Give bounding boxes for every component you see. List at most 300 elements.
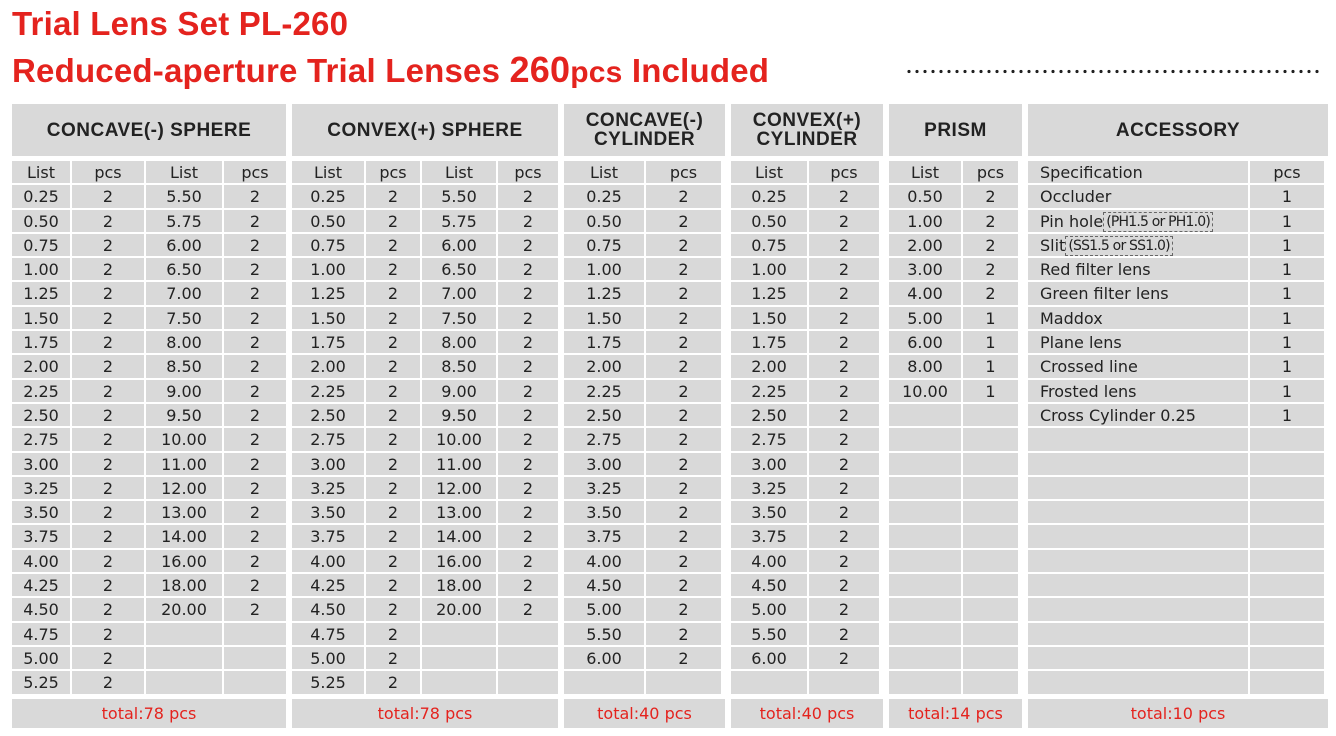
table-cell [12, 404, 70, 426]
table-cell [809, 331, 879, 353]
cell-value: 2 [249, 235, 261, 255]
table-cell [12, 234, 70, 256]
table-cell [224, 647, 286, 669]
table-cell [646, 574, 721, 596]
table-cell [963, 210, 1018, 232]
table-cell [731, 258, 807, 280]
cell-value: 3.75 [310, 527, 346, 547]
table-cell [224, 550, 286, 572]
cell-value: 2 [522, 211, 534, 231]
cell-value: 2 [102, 357, 114, 377]
table-cell [422, 185, 496, 207]
cell-value: 5.00 [310, 648, 346, 668]
cell-value: 2 [387, 235, 399, 255]
table-cell [1250, 258, 1324, 280]
cell-value: 1.25 [23, 284, 59, 304]
cell-value: 2.25 [751, 381, 787, 401]
cell-value: 6.00 [586, 648, 622, 668]
cell-value: 2.00 [751, 357, 787, 377]
table-cell [12, 331, 70, 353]
table-cell [72, 501, 144, 523]
cell-value: 2 [102, 333, 114, 353]
cell-value: 2 [387, 648, 399, 668]
table-cell [1250, 210, 1324, 232]
table-cell [366, 477, 420, 499]
cell-value: 7.50 [441, 308, 477, 328]
section-header: CONVEX(+) SPHERE [292, 104, 558, 156]
table-cell [12, 185, 70, 207]
table-cell [889, 623, 961, 645]
table-cell [1028, 525, 1248, 547]
table-cell [366, 574, 420, 596]
table-cell [1250, 574, 1324, 596]
table-cell [498, 623, 558, 645]
table-cell [224, 404, 286, 426]
cell-value: 2 [838, 527, 850, 547]
table-cell [422, 647, 496, 669]
table-cell [72, 258, 144, 280]
table-cell [564, 453, 644, 475]
cell-value: 2 [249, 187, 261, 207]
table-cell [146, 282, 222, 304]
cell-value: 2 [522, 308, 534, 328]
cell-value: 2 [387, 673, 399, 693]
table-cell [224, 307, 286, 329]
table-cell [146, 380, 222, 402]
table-cell [963, 477, 1018, 499]
table-cell [809, 647, 879, 669]
cell-value: 1.25 [310, 284, 346, 304]
table-cell [731, 210, 807, 232]
table-cell [1028, 428, 1248, 450]
cell-value: 0.50 [23, 211, 59, 231]
table-cell [292, 525, 364, 547]
cell-value: 7.00 [441, 284, 477, 304]
table-cell [12, 355, 70, 377]
column-header: pcs [963, 161, 1018, 183]
table-cell [292, 623, 364, 645]
table-cell [422, 355, 496, 377]
cell-value: 2 [387, 405, 399, 425]
table-cell [292, 647, 364, 669]
table-cell [809, 525, 879, 547]
cell-value: 2 [249, 357, 261, 377]
table-cell [646, 404, 721, 426]
table-cell [292, 428, 364, 450]
cell-value: 2 [678, 503, 689, 523]
cell-value: 2 [678, 624, 689, 644]
column-header: pcs [224, 161, 286, 183]
cell-value: 3.00 [586, 454, 622, 474]
table-cell [564, 671, 644, 693]
table-cell [889, 501, 961, 523]
table-cell [1028, 574, 1248, 596]
table-cell [1028, 331, 1248, 353]
table-cell [224, 525, 286, 547]
cell-value: 2 [522, 503, 534, 523]
table-cell [646, 185, 721, 207]
table-cell [809, 671, 879, 693]
cell-value: 2 [522, 576, 534, 596]
table-cell [646, 258, 721, 280]
cell-value: 2 [102, 624, 114, 644]
cell-value: Slit [1040, 235, 1066, 255]
table-cell [809, 210, 879, 232]
table-cell [646, 623, 721, 645]
table-cell [809, 380, 879, 402]
table-cell [1028, 380, 1248, 402]
table-cell [366, 525, 420, 547]
cell-value: 2 [985, 260, 996, 280]
cell-value: 2 [102, 308, 114, 328]
cell-value: 7.00 [166, 284, 202, 304]
table-cell [731, 428, 807, 450]
table-cell [889, 453, 961, 475]
table-cell [564, 428, 644, 450]
cell-value: 2 [838, 211, 850, 231]
cell-value: 2 [102, 503, 114, 523]
cell-value: 0.25 [751, 187, 787, 207]
table-cell [809, 307, 879, 329]
cell-value: 2 [102, 673, 114, 693]
cell-value: Maddox [1040, 308, 1103, 328]
table-cell [809, 355, 879, 377]
column-header: List [12, 161, 70, 183]
cell-value: 2 [522, 527, 534, 547]
cell-value: 2 [838, 357, 850, 377]
table-cell [646, 477, 721, 499]
cell-value: 2 [678, 648, 689, 668]
cell-value: 13.00 [161, 503, 207, 523]
section-total: total:14 pcs [889, 699, 1022, 728]
table-cell [146, 307, 222, 329]
table-cell [963, 574, 1018, 596]
table-cell [224, 501, 286, 523]
cell-value: 3.00 [907, 260, 943, 280]
cell-value: 2 [102, 430, 114, 450]
table-cell [366, 210, 420, 232]
cell-value: 2 [249, 308, 261, 328]
column-header: pcs [1250, 161, 1324, 183]
table-cell [564, 307, 644, 329]
cell-value: 2 [387, 576, 399, 596]
cell-value: 3.25 [23, 478, 59, 498]
cell-value: Frosted lens [1040, 381, 1137, 401]
cell-value: 2 [522, 551, 534, 571]
table-cell [1028, 671, 1248, 693]
table-cell [963, 428, 1018, 450]
table-cell [809, 574, 879, 596]
table-cell [1250, 380, 1324, 402]
table-cell [366, 404, 420, 426]
cell-value: 11.00 [436, 454, 482, 474]
table-cell [963, 501, 1018, 523]
cell-value: 5.50 [441, 187, 477, 207]
cell-value: 2 [522, 187, 534, 207]
section-header: CONVEX(+) CYLINDER [731, 104, 883, 156]
cell-value: 2.00 [310, 357, 346, 377]
table-cell [366, 185, 420, 207]
table-cell [731, 501, 807, 523]
cell-value: 2 [249, 211, 261, 231]
table-cell [366, 598, 420, 620]
table-cell [889, 282, 961, 304]
table-cell [498, 598, 558, 620]
table-cell [889, 428, 961, 450]
cell-value: 2 [838, 235, 850, 255]
table-cell [12, 282, 70, 304]
table-cell [646, 282, 721, 304]
cell-value: 3.50 [751, 503, 787, 523]
table-cell [889, 258, 961, 280]
cell-value: 9.50 [166, 405, 202, 425]
cell-value: 6.00 [441, 235, 477, 255]
cell-value: 1.50 [586, 308, 622, 328]
cell-value: 0.75 [310, 235, 346, 255]
section-header: CONCAVE(-) SPHERE [12, 104, 286, 156]
table-cell [224, 598, 286, 620]
table-cell [731, 671, 807, 693]
cell-value: 1.00 [586, 260, 622, 280]
table-cell [72, 453, 144, 475]
cell-value: 8.50 [441, 357, 477, 377]
table-cell [731, 380, 807, 402]
cell-value: 2 [249, 333, 261, 353]
page-title: Trial Lens Set PL-260 [12, 5, 349, 42]
table-cell [292, 234, 364, 256]
table-cell [1250, 623, 1324, 645]
cell-value: 1.75 [23, 333, 59, 353]
table-cell [809, 282, 879, 304]
cell-value: 1.25 [751, 284, 787, 304]
table-cell [963, 598, 1018, 620]
cell-value: 2 [838, 454, 850, 474]
table-cell [72, 550, 144, 572]
table-cell [564, 647, 644, 669]
cell-value: 3.50 [586, 503, 622, 523]
table-cell [731, 234, 807, 256]
cell-value: 2 [249, 405, 261, 425]
cell-value: 16.00 [436, 551, 482, 571]
cell-value: 1 [985, 308, 996, 328]
cell-value: 3.00 [751, 454, 787, 474]
cell-value: 2 [249, 478, 261, 498]
table-cell [731, 282, 807, 304]
cell-value: 1.50 [23, 308, 59, 328]
table-cell [1028, 477, 1248, 499]
cell-value: 2 [985, 284, 996, 304]
cell-value: 0.25 [23, 187, 59, 207]
cell-value: 2 [522, 405, 534, 425]
table-cell [963, 282, 1018, 304]
table-cell [498, 234, 558, 256]
cell-value: 3.25 [751, 478, 787, 498]
cell-value: 2 [249, 454, 261, 474]
cell-value: 1 [1281, 405, 1293, 425]
cell-value: 2 [249, 527, 261, 547]
table-cell [963, 647, 1018, 669]
cell-value: 0.50 [751, 211, 787, 231]
table-cell [224, 380, 286, 402]
table-cell [963, 307, 1018, 329]
table-cell [422, 525, 496, 547]
table-cell [646, 501, 721, 523]
page-subtitle [12, 51, 769, 92]
table-cell [1250, 598, 1324, 620]
cell-value: Crossed line [1040, 357, 1138, 377]
table-cell [72, 647, 144, 669]
table-cell [1250, 550, 1324, 572]
table-cell [498, 453, 558, 475]
table-cell [72, 404, 144, 426]
cell-value: 2 [387, 381, 399, 401]
table-cell [564, 550, 644, 572]
table-cell [646, 210, 721, 232]
table-cell [498, 258, 558, 280]
table-cell [146, 428, 222, 450]
table-cell [146, 210, 222, 232]
table-cell [809, 258, 879, 280]
cell-value: 10.00 [902, 381, 948, 401]
table-cell [422, 501, 496, 523]
cell-value: 1.00 [310, 260, 346, 280]
section-table [12, 161, 286, 694]
cell-value: 2 [387, 308, 399, 328]
table-cell [564, 355, 644, 377]
cell-value: 2 [102, 211, 114, 231]
cell-value: 5.50 [166, 187, 202, 207]
cell-value: 3.25 [586, 478, 622, 498]
cell-value: 5.25 [310, 673, 346, 693]
table-cell [1250, 282, 1324, 304]
table-cell [12, 671, 70, 693]
cell-value: 2 [102, 551, 114, 571]
cell-value: 1 [1281, 284, 1293, 304]
cell-value: 2 [678, 260, 689, 280]
table-cell [889, 307, 961, 329]
cell-value: 2 [522, 260, 534, 280]
cell-value: 2.50 [310, 405, 346, 425]
table-cell [422, 331, 496, 353]
table-cell [422, 550, 496, 572]
table-cell [224, 623, 286, 645]
table-cell [498, 525, 558, 547]
table-cell [1028, 453, 1248, 475]
cell-value: 0.50 [907, 187, 943, 207]
cell-value: 12.00 [161, 478, 207, 498]
cell-value: 2 [838, 187, 850, 207]
cell-value: 2.00 [586, 357, 622, 377]
table-cell [731, 477, 807, 499]
table-cell [1250, 307, 1324, 329]
cell-value: 3.75 [586, 527, 622, 547]
cell-value: 0.25 [310, 187, 346, 207]
table-cell [646, 453, 721, 475]
section-table [731, 161, 883, 694]
spec-note: (PH1.5 or PH1.0) [1103, 212, 1213, 232]
table-cell [498, 282, 558, 304]
table-cell [809, 550, 879, 572]
cell-value: 16.00 [161, 551, 207, 571]
table-cell [292, 355, 364, 377]
table-cell [292, 477, 364, 499]
table-cell [224, 282, 286, 304]
table-cell [646, 234, 721, 256]
table-cell [422, 477, 496, 499]
cell-value: 2 [985, 211, 996, 231]
table-cell [146, 185, 222, 207]
column-header: List [731, 161, 807, 183]
table-cell [1250, 477, 1324, 499]
table-cell [72, 428, 144, 450]
table-cell [963, 355, 1018, 377]
cell-value: 6.50 [441, 260, 477, 280]
cell-value: 2 [387, 430, 399, 450]
cell-value: 2 [522, 381, 534, 401]
cell-value: 4.75 [310, 624, 346, 644]
table-cell [1250, 647, 1324, 669]
cell-value: 2 [387, 478, 399, 498]
cell-value: 2 [838, 308, 850, 328]
table-cell [1250, 234, 1324, 256]
cell-value: 2.50 [586, 405, 622, 425]
cell-value: 4.50 [586, 576, 622, 596]
table-cell [809, 453, 879, 475]
table-cell [146, 598, 222, 620]
cell-value: 1 [1281, 260, 1293, 280]
cell-value: 9.00 [441, 381, 477, 401]
subtitle-text: Reduced-aperture Trial Lenses [12, 52, 510, 89]
cell-value: 2 [387, 357, 399, 377]
table-cell [292, 331, 364, 353]
table-cell [72, 282, 144, 304]
table-cell [72, 574, 144, 596]
cell-value: 2 [249, 381, 261, 401]
table-cell [72, 671, 144, 693]
table-cell [809, 428, 879, 450]
cell-value: 1 [1281, 235, 1293, 255]
table-cell [12, 647, 70, 669]
cell-value: 6.50 [166, 260, 202, 280]
table-cell [422, 428, 496, 450]
table-cell [12, 501, 70, 523]
table-cell [564, 380, 644, 402]
table-cell [498, 501, 558, 523]
cell-value: 2 [249, 260, 261, 280]
table-cell [12, 598, 70, 620]
cell-value: 2 [678, 333, 689, 353]
table-cell [564, 258, 644, 280]
table-cell [889, 331, 961, 353]
column-header: pcs [498, 161, 558, 183]
table-cell [422, 623, 496, 645]
cell-value: 3.50 [310, 503, 346, 523]
table-cell [1028, 404, 1248, 426]
cell-value: 2 [387, 211, 399, 231]
table-cell [292, 307, 364, 329]
table-cell [564, 331, 644, 353]
cell-value: 6.00 [907, 333, 943, 353]
cell-value: 2 [678, 381, 689, 401]
cell-value: 2 [678, 357, 689, 377]
table-cell [72, 525, 144, 547]
table-cell [1250, 404, 1324, 426]
table-cell [1028, 550, 1248, 572]
cell-value: 20.00 [161, 600, 207, 620]
cell-value: 2 [838, 333, 850, 353]
table-cell [498, 331, 558, 353]
cell-value: 2 [387, 333, 399, 353]
